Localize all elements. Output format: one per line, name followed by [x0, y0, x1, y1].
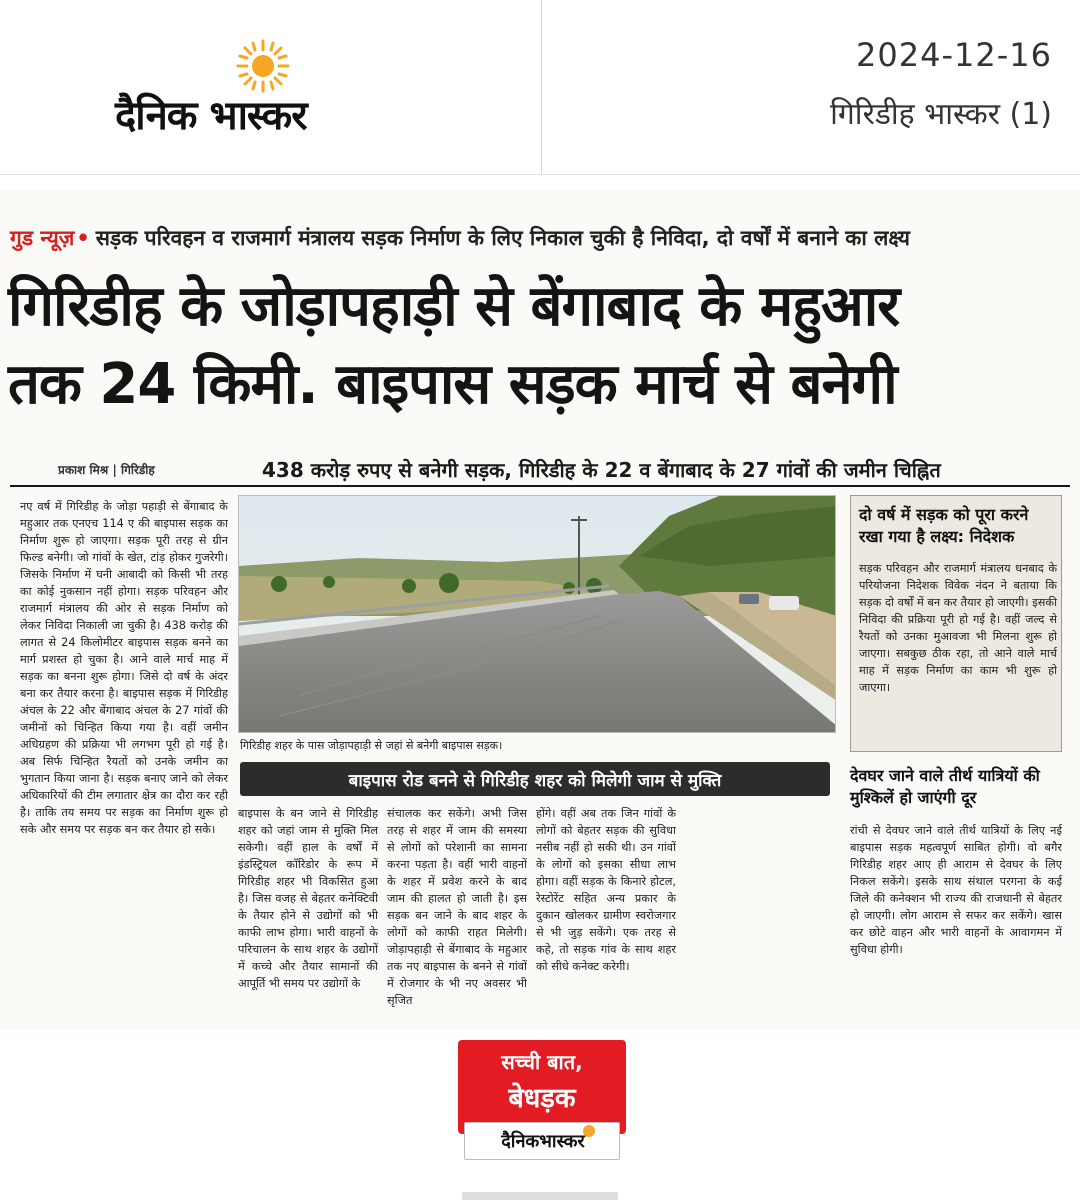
sidebar-director-title: दो वर्ष में सड़क को पूरा करने रखा गया है लक्ष्य: निदेशक [859, 505, 1029, 546]
kicker-tag: गुड न्यूज़ [10, 226, 75, 250]
road-photo-image [239, 496, 836, 733]
section-rule [10, 485, 1070, 487]
edition-name: गिरिडीह भास्कर (1) [830, 97, 1052, 132]
newspaper-clipping [0, 190, 1080, 1030]
lead-paragraph: नए वर्ष में गिरिडीह के जोड़ा पहाड़ी से बेंगाबाद के महुआर तक एनएच 114 ए की बाइपास सड़क का निर्माण शुरू हो जाएगा। सड़क पूरी तरह से ग्रीन फिल्ड बनेगी। जो गांवों के खेत, टांड़ होकर गुजरेगी। जिसके निर्माण में घनी आबादी को किसी भी तरह का कोई नुकसान नहीं होगा। सड़क परिवहन और राजमार्ग मंत्रालय की ओर से सड़क निर्माण को लेकर निविदा निकाली जा चुकी है। 438 करोड़ की लागत से 24 किलोमीटर बाइपास सड़क बनने का मार्ग प्रशस्त हो चुका है। आने वाले मार्च माह में सड़क का बनना शुरू होगा। जिसे दो वर्ष के अंदर बना कर तैयार करना है। बाइपास सड़क में गिरिडीह अंचल के 22 और बेंगाबाद अंचल के 27 गांवों की जमीनों को चिन्हित किया गया है। वहीं जमीन अधिग्रहण की प्रक्रिया भी लगभग पूरी हो गई है। अब सिर्फ चिन्हित रैयतों को उनके जमीन का भुगतान किया जाना है। सड़क बनाए जाने को लेकर अधिकारियों की टीम लगातार क्षेत्र का दौरा कर रही है। ताकि तय समय पर सड़क का निर्माण शुरू हो सके और समय पर सड़क बन कर तैयार हो सके। [20, 500, 228, 836]
road-photo [238, 495, 836, 733]
photo-caption: गिरिडीह शहर के पास जोड़ापहाड़ी से जहां से बनेगी बाइपास सड़क। [240, 739, 503, 752]
promo-newspaper [464, 1122, 620, 1160]
promo-brand: दैनिकभास्कर [501, 1131, 585, 1152]
header-divider [541, 0, 542, 175]
kicker-text: सड़क परिवहन व राजमार्ग मंत्रालय सड़क निर्माण के लिए निकाल चुकी है निविदा, दो वर्षों में बनाने का लक्ष्य [95, 226, 910, 250]
kicker-bullet: • [76, 226, 90, 250]
headline-line-1: गिरिडीह के जोड़ापहाड़ी से बेंगाबाद के महुआर [8, 274, 900, 339]
article-kicker [10, 224, 910, 252]
body-column-3: होंगे। वहीं अब तक जिन गांवों के लोगों को बेहतर सड़क की सुविधा नसीब नहीं हो सकी थी। उन गांवों के लोगों को इसका सीधा लाभ होगा। वहीं सड़क के किनारे होटल, रेस्टोरेंट सहित अन्य प्रकार के दुकान खोलकर ग्रामीण स्वरोजगार से भी जुड़ सकेंगे। एक तरह से कहे, तो सड़क गांव के साथ शहर को सीधे कनेक्ट करेगी। [536, 807, 676, 973]
promo-red-card [458, 1040, 626, 1134]
sidebar-pilgrims-title: देवघर जाने वाले तीर्थ यात्रियों की मुश्किलें हो जाएंगी दूर [850, 766, 1040, 807]
brand-logo [115, 38, 415, 148]
promo-line-2: बेधड़क [508, 1083, 576, 1114]
article-byline: प्रकाश मिश्र | गिरिडीह [58, 463, 155, 477]
article-headline [8, 268, 1073, 424]
next-page-sliver [462, 1192, 618, 1200]
sidebar-director-box [850, 495, 1062, 752]
section-banner [240, 762, 830, 796]
sidebar-pilgrims-body: रांची से देवघर जाने वाले तीर्थ यात्रियों के लिए नई बाइपास सड़क महत्वपूर्ण साबित होगी। वो बगैर गिरिडीह शहर आए ही आराम से देवघर के लिए निकल सकेंगे। इसके साथ संथाल परगना के कई जिले की कनेक्शन भी राज्य की राजधानी से बेहतर हो जाएगी। लोग आराम से सफर कर सकेंगे। खास कर छोटे वाहन और भारी वाहनों के आवागमन में सुविधा होगी। [850, 824, 1062, 956]
sidebar-director-body: सड़क परिवहन और राजमार्ग मंत्रालय धनबाद के परियोजना निदेशक विवेक नंदन ने बताया कि सड़क दो वर्षों में बन कर तैयार हो जाएगी। इसकी निविदा की प्रक्रिया पूरी हो गई है। वहीं जल्द से रैयतों को उनका मुआवजा भी मिलना शुरू हो जाएगा। सबकुछ ठीक रहा, तो आने वाले मार्च माह में सड़क निर्माण का काम भी शुरू हो जाएगा। [859, 562, 1057, 694]
brand-name: दैनिक भास्कर [115, 93, 307, 139]
promo-line-1: सच्ची बात, [501, 1050, 583, 1074]
body-column-2: संचालक कर सकेंगे। अभी जिस तरह से शहर में जाम की समस्या से लोगों को परेशानी का सामना करना पड़ता है। वहीं भारी वाहनों के शहर में प्रवेश करने के बाद जाम की हालत हो जाती है। इस सड़क बन जाने के बाद शहर के लोगों को काफी राहत मिलेगी। जोड़ापहाड़ी से बेंगाबाद के महुआर तक नए बाइपास के बनने से गांवों में रोजगार के भी नए अवसर भी सृजित [387, 807, 527, 1007]
article-subhead: 438 करोड़ रुपए से बनेगी सड़क, गिरिडीह के 22 व बेंगाबाद के 27 गांवों की जमीन चिह्नित [262, 458, 941, 482]
headline-line-2: तक 24 किमी. बाइपास सड़क मार्च से बनेगी [8, 352, 897, 417]
edition-date: 2024-12-16 [856, 36, 1052, 74]
app-header [0, 0, 1080, 175]
promo-badge [458, 1040, 626, 1162]
body-column-1: बाइपास के बन जाने से गिरिडीह शहर को जहां जाम से मुक्ति मिल सकेगी। वहीं हाल के वर्षों में इंडस्ट्रियल कॉरिडोर के रूप में गिरिडीह शहर भी विकसित हुआ है। जिस वजह से बेहतर कनेक्टिवी के तैयार होने से उद्योगों को भी काफी लाभ होगा। भारी वाहनों के परिचालन के साथ शहर के उद्योगों में कच्चे और तैयार सामानों की आपूर्ति भी समय पर उद्योगों के [238, 807, 378, 990]
section-banner-text: बाइपास रोड बनने से गिरिडीह शहर को मिलेगी जाम से मुक्ति [348, 771, 722, 791]
